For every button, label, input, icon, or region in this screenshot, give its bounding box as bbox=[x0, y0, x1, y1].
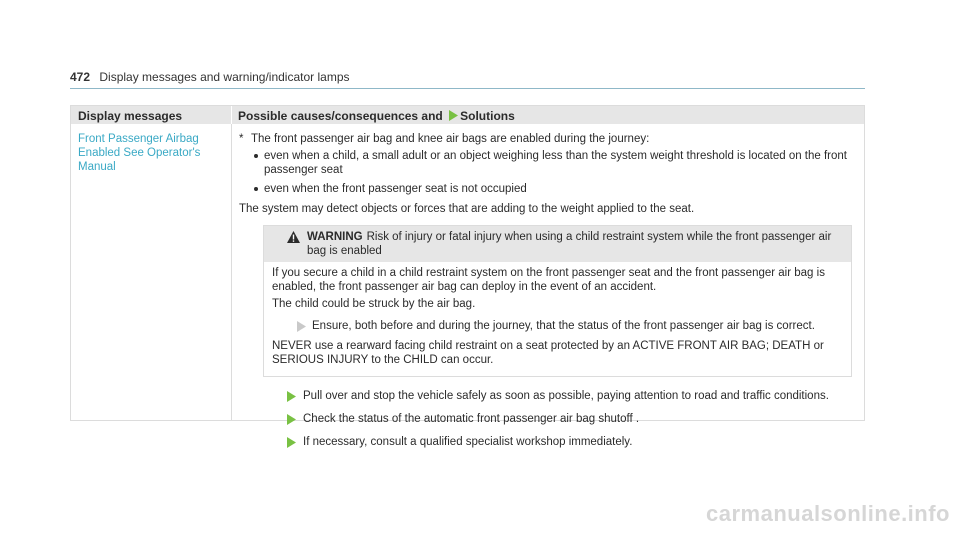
display-messages-table bbox=[70, 105, 865, 448]
play-arrow-icon bbox=[286, 414, 296, 425]
warning-box bbox=[263, 225, 852, 377]
warning-title: WARNING bbox=[307, 231, 363, 243]
list-item-text: even when the front passenger seat is not occupied bbox=[264, 183, 527, 195]
table-header bbox=[71, 106, 864, 124]
warning-body bbox=[264, 262, 851, 376]
solution-step-text: Check the status of the automatic front passenger air bag shutoff . bbox=[303, 413, 640, 425]
list-item bbox=[263, 412, 859, 426]
warning-title-text: Risk of injury or fatal injury when using a child restraint system while the front passenger air bag is enabled bbox=[307, 231, 832, 257]
page-header bbox=[70, 70, 350, 84]
intro-paragraph bbox=[239, 132, 859, 146]
bullet-icon bbox=[254, 154, 258, 158]
column-header-causes-solutions bbox=[238, 109, 515, 123]
detect-paragraph: The system may detect objects or forces that are adding to the weight applied to the seat. bbox=[239, 203, 695, 215]
play-arrow-icon bbox=[296, 321, 306, 332]
play-arrow-icon bbox=[448, 110, 458, 121]
play-arrow-icon bbox=[286, 437, 296, 448]
warning-action bbox=[272, 319, 843, 333]
solution-step-text: If necessary, consult a qualified specialist workshop immediately. bbox=[303, 436, 633, 448]
warning-action-text: Ensure, both before and during the journey, that the status of the front passenger air bag is correct. bbox=[312, 320, 815, 332]
play-arrow-icon bbox=[286, 391, 296, 402]
warning-header bbox=[264, 226, 851, 262]
display-message-text: Front Passenger Airbag Enabled See Operator's Manual bbox=[78, 133, 201, 173]
column-header-gap bbox=[231, 106, 232, 124]
list-item bbox=[263, 435, 859, 449]
warning-paragraph: If you secure a child in a child restraint system on the front passenger seat and the front passenger air bag is enabled, the front passenger air bag can deploy in the event of an accident. bbox=[272, 267, 825, 293]
footnote-star: * bbox=[239, 133, 244, 145]
page-number: 472 bbox=[70, 70, 91, 84]
column-header-suffix: Solutions bbox=[460, 109, 515, 123]
watermark: carmanualsonline.info bbox=[706, 501, 950, 526]
list-item-text: even when a child, a small adult or an object weighing less than the system weight threshold is located on the front passenger seat bbox=[264, 150, 848, 176]
solution-step-text: Pull over and stop the vehicle safely as soon as possible, paying attention to road and traffic conditions. bbox=[303, 390, 829, 402]
causes-solutions-cell bbox=[239, 132, 859, 458]
intro-text: The front passenger air bag and knee air bags are enabled during the journey: bbox=[251, 133, 650, 145]
page-title: Display messages and warning/indicator lamps bbox=[99, 70, 350, 84]
header-divider bbox=[70, 88, 865, 89]
column-divider bbox=[231, 106, 232, 420]
warning-triangle-icon bbox=[287, 231, 300, 243]
solution-steps bbox=[263, 389, 859, 449]
list-item bbox=[254, 149, 859, 177]
warning-paragraph: NEVER use a rearward facing child restraint on a seat protected by an ACTIVE FRONT AIR BAG; DEATH or SERIOUS INJURY to the CHILD can occur. bbox=[272, 340, 824, 366]
condition-list bbox=[254, 149, 859, 196]
list-item bbox=[254, 182, 859, 196]
warning-paragraph: The child could be struck by the air bag. bbox=[272, 298, 476, 310]
column-header-display-messages: Display messages bbox=[78, 109, 183, 123]
column-header-prefix: Possible causes/consequences and bbox=[238, 109, 443, 123]
list-item bbox=[263, 389, 859, 403]
bullet-icon bbox=[254, 187, 258, 191]
